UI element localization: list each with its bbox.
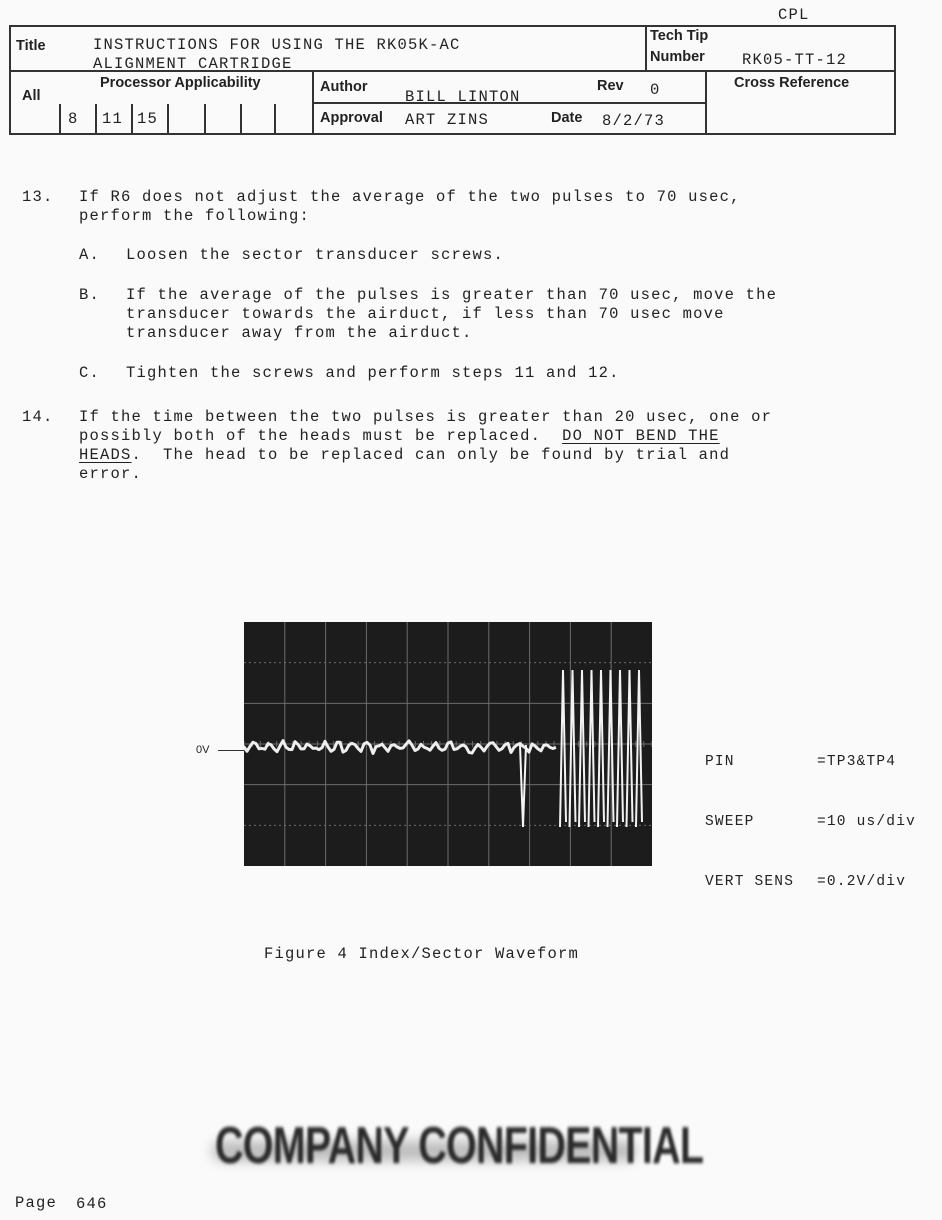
substep-b-line-2: transducer towards the airduct, if less than 70 usec move <box>126 305 725 323</box>
tech-tip-number: RK05-TT-12 <box>742 51 848 69</box>
author-label: Author <box>320 79 368 95</box>
date-value: 8/2/73 <box>602 112 666 130</box>
rev-label: Rev <box>597 78 624 94</box>
substep-b-line-1: If the average of the pulses is greater than 70 usec, move the <box>126 286 778 304</box>
approval-name: ART ZINS <box>405 111 490 129</box>
figure-caption: Figure 4 Index/Sector Waveform <box>264 945 580 963</box>
all-label: All <box>22 88 41 104</box>
vert-sens-label: VERT SENS <box>705 874 795 890</box>
zero-volt-label: 0V <box>196 744 210 756</box>
processor-15: 15 <box>137 110 159 128</box>
step-14-line-3 <box>79 446 730 466</box>
vert-sens-value: =0.2V/div <box>817 874 907 890</box>
processor-11: 11 <box>102 110 124 128</box>
step-13-number: 13. <box>22 188 54 206</box>
step-13-line-1: If R6 does not adjust the average of the two pulses to 70 usec, <box>79 188 741 206</box>
pin-value: =TP3&TP4 <box>817 754 897 770</box>
title-line-1: INSTRUCTIONS FOR USING THE RK05K-AC <box>93 36 461 54</box>
substep-b-label: B. <box>79 286 101 304</box>
company-confidential-stamp: COMPANY CONFIDENTIAL <box>215 1117 704 1175</box>
sweep-value: =10 us/div <box>817 814 917 830</box>
oscilloscope-screen <box>244 622 652 866</box>
step-14-line-3-text: . The head to be replaced can only be found by trial and <box>131 446 731 464</box>
processor-applicability-label: Processor Applicability <box>100 75 261 91</box>
step-14-line-2-text: possibly both of the heads must be replaced. <box>79 427 563 445</box>
rev-value: 0 <box>650 81 661 99</box>
substep-a-label: A. <box>79 246 101 264</box>
approval-label: Approval <box>320 110 383 126</box>
page-label: Page <box>15 1194 58 1212</box>
sweep-setting <box>705 812 916 832</box>
title-label: Title <box>16 38 46 54</box>
pin-label: PIN <box>705 754 735 770</box>
step-14-line-2 <box>79 427 720 447</box>
author-name: BILL LINTON <box>405 88 521 102</box>
warning-heads: HEADS <box>79 446 132 464</box>
substep-a-text: Loosen the sector transducer screws. <box>126 246 505 264</box>
scope-settings <box>705 712 916 932</box>
title-line-2: ALIGNMENT CARTRIDGE <box>93 55 293 70</box>
tech-tip-number-label: Number <box>650 49 705 65</box>
cross-reference-label: Cross Reference <box>734 75 850 91</box>
oscilloscope-trace <box>244 622 652 866</box>
substep-c-label: C. <box>79 364 101 382</box>
sweep-label: SWEEP <box>705 814 755 830</box>
pin-setting <box>705 752 916 772</box>
warning-do-not-bend: DO NOT BEND THE <box>562 427 720 445</box>
substep-c-text: Tighten the screws and perform steps 11 and 12. <box>126 364 620 382</box>
page-number: 646 <box>76 1195 108 1213</box>
step-13-line-2: perform the following: <box>79 207 311 225</box>
substep-b-line-3: transducer away from the airduct. <box>126 324 473 342</box>
vert-sens-setting <box>705 872 916 892</box>
step-14-line-1: If the time between the two pulses is greater than 20 usec, one or <box>79 408 773 426</box>
date-label: Date <box>551 110 583 126</box>
step-14-number: 14. <box>22 408 54 426</box>
zero-volt-marker <box>218 750 246 751</box>
step-14-line-4: error. <box>79 465 143 483</box>
corner-code: CPL <box>778 6 810 24</box>
tech-tip-label: Tech Tip <box>650 28 709 44</box>
processor-8: 8 <box>68 110 79 128</box>
